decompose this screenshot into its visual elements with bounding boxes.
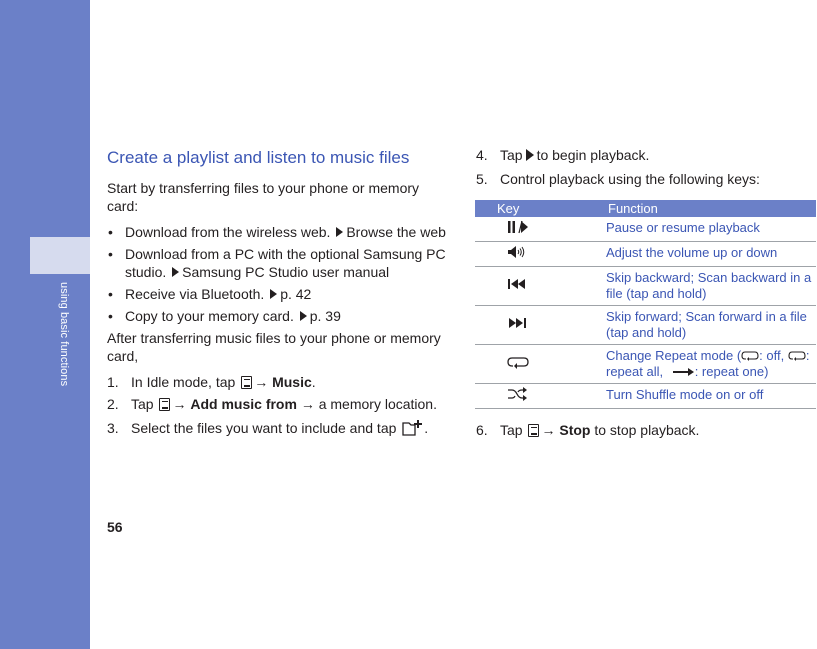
reference-arrow-icon xyxy=(172,267,179,277)
key-column-header: Key xyxy=(475,200,598,217)
steps-list-final xyxy=(476,421,817,439)
table-row xyxy=(475,345,816,384)
repeat-one-icon xyxy=(671,366,695,378)
play-pause-icon xyxy=(507,220,529,234)
steps-list-continued xyxy=(476,146,817,188)
repeat-icon xyxy=(507,355,529,369)
function-column-header: Function xyxy=(598,200,816,217)
volume-icon xyxy=(507,245,527,259)
table-row xyxy=(475,306,816,345)
repeat-all-icon xyxy=(788,350,806,362)
add-to-playlist-icon xyxy=(400,419,424,437)
step-item: 1. In Idle mode, tap → Music. xyxy=(107,374,316,390)
step-item: 4. Tap to begin playback. xyxy=(476,147,650,163)
table-row xyxy=(475,242,816,267)
list-item: • Download from the wireless web. Browse the web xyxy=(108,224,446,240)
side-tab xyxy=(30,237,90,274)
intro-text: Start by transferring files to your phone or memory card: xyxy=(107,180,420,214)
skip-back-icon xyxy=(507,277,527,291)
side-band xyxy=(0,0,90,649)
list-item: • Receive via Bluetooth. p. 42 xyxy=(108,286,312,302)
shuffle-icon xyxy=(507,387,527,401)
page-number: 56 xyxy=(107,519,123,535)
skip-forward-icon xyxy=(507,316,527,330)
function-cell: Skip backward; Scan backward in a file (tap and hold) xyxy=(598,267,816,306)
playback-keys-table xyxy=(475,200,816,409)
step-item: 3. Select the files you want to include and tap . xyxy=(107,420,429,436)
reference-arrow-icon xyxy=(336,227,343,237)
step-item: 5. Control playback using the following keys: xyxy=(476,171,760,187)
after-transfer-text: After transferring music files to your phone or memory card, xyxy=(107,330,441,364)
left-column xyxy=(107,146,447,437)
play-icon xyxy=(526,149,534,161)
function-cell: Change Repeat mode ( : off, : repeat all, : repeat one) xyxy=(598,345,816,384)
table-row xyxy=(475,217,816,242)
menu-icon xyxy=(241,376,252,389)
menu-icon xyxy=(528,424,539,437)
list-item: • Copy to your memory card. p. 39 xyxy=(108,308,341,324)
table-row xyxy=(475,267,816,306)
steps-list xyxy=(107,373,447,437)
reference-arrow-icon xyxy=(270,289,277,299)
function-cell: Turn Shuffle mode on or off xyxy=(598,384,816,409)
section-title: Create a playlist and listen to music files xyxy=(107,148,410,167)
source-list xyxy=(107,223,447,325)
side-label: using basic functions xyxy=(58,282,70,387)
step-item: 6. Tap → Stop to stop playback. xyxy=(476,422,700,438)
table-header-row xyxy=(475,200,816,217)
table-row xyxy=(475,384,816,409)
menu-icon xyxy=(159,398,170,411)
reference-arrow-icon xyxy=(300,311,307,321)
function-cell: Skip forward; Scan forward in a file (tap and hold) xyxy=(598,306,816,345)
right-column xyxy=(476,146,817,439)
list-item: • Download from a PC with the optional Samsung PC studio. Samsung PC Studio user manual xyxy=(108,246,446,280)
repeat-off-icon xyxy=(741,350,759,362)
step-item: 2. Tap → Add music from → a memory location. xyxy=(107,396,437,412)
function-cell: Pause or resume playback xyxy=(598,217,816,242)
function-cell: Adjust the volume up or down xyxy=(598,242,816,267)
